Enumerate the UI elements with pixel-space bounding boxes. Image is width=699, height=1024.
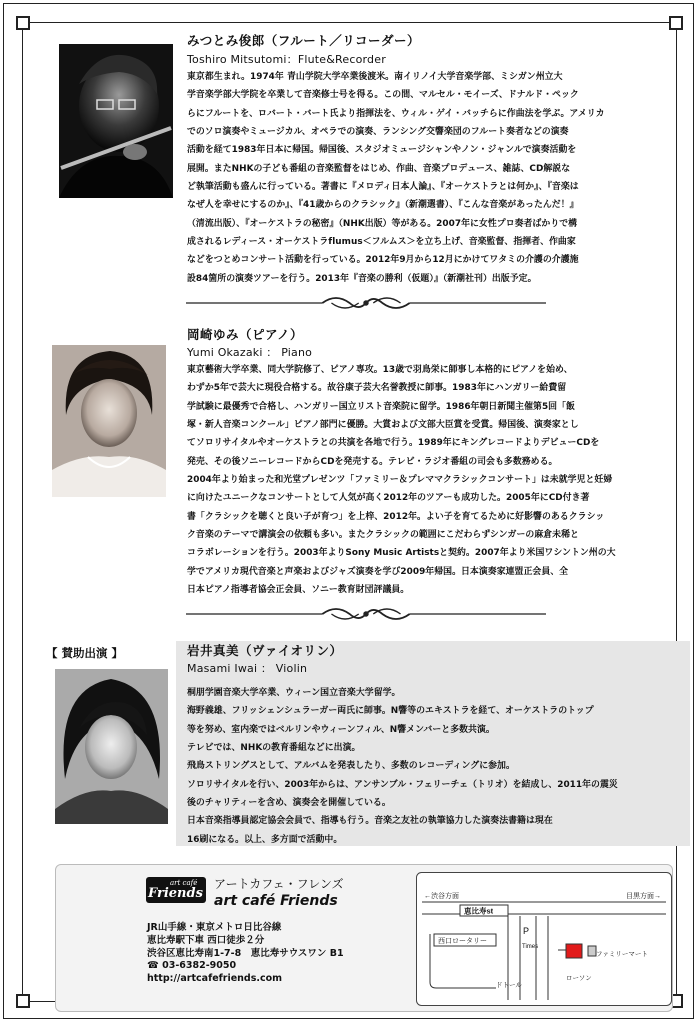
- map-label-times: Times: [522, 944, 539, 950]
- okazaki-bio: 東京藝術大学卒業、同大学院修了、ピアノ専攻。13歳で羽鳥栄に師事し本格的にピアノを始め、 わずか5年で芸大に現役合格する。故谷康子芸大名誉教授に師事。1983年にハンガリー給費留 学試験に最優秀で合格し、ハンガリー国立リスト音楽院に留学。1986年朝日新聞主催第5回「飯 塚・新人音楽コンクール」ピアノ部門に優勝。大賞および文部大臣賞を受賞。帰国後、演奏家とし てソロリサイタルやオーケストラとの共演を各地で行う。1989年にキングレコードよりデビューCDを 発売、その後ソニーレコードからCDを発売する。テレビ・ラジオ番組の司会も多数務める。 2004年より始まった和光堂プレゼンツ「ファミリー＆プレママクラシックコンサート」は未就学児と妊婦 に向けたユニークなコンサートとして人気が高く2012年のツアーも成功した。2005年にCD付き著 書「クラシックを聴くと良い子が育つ」を上梓、2012年。よい子を育てるために好影響のあるクラシッ ク音楽のテーマで講演会の依頼も多い。またクラシックの範囲にこだわらずシンガーの麻倉未稀と コラボレーションを行う。2003年よりSony Music Artistsと契約。2007年より米国ワシントン州の大 学でアメリカ現代音楽と声楽およびジャズ演奏を学び2009年帰国。日本演奏家連盟正会員、全 日本ピアノ指導者協会正会員、ソニー教育財団評議員。: [187, 365, 616, 596]
- map-label-street: 恵比寿st: [464, 906, 494, 916]
- ornament-divider: [168, 293, 564, 313]
- phone-number: ☎ 03-6382-9050: [147, 960, 237, 972]
- mitsutomi-bio: 東京都生まれ。1974年 青山学院大学卒業後渡米。南イリノイ大学音楽学部、ミシガン州立大 学音楽学部大学院を卒業して音楽修士号を得る。この間、マルセル・モイーズ、ドナルド・ペック らにフルートを、ロバート・バート氏より指揮法を、ウィル・ゲイ・バッチらに作曲法を学ぶ。アメリカ でのソロ演奏やミュージカル、オペラでの演奏、ランシング交響楽団のフルート奏者などの演奏 活動を経て1983年日本に帰国。帰国後、スタジオミュージシャンやノン・ジャンルで演奏活動を 展開。またNHKの子ども番組の音楽監督をはじめ、作曲、音楽プロデュース、雑誌、CD解説な ど執筆活動も盛んに行っている。著書に『メロディ日本人論』、『オーケストラとは何か』、『音楽は なぜ人を幸せにするのか』、『41歳からのクラシック』（新潮選書）、『こんな音楽があったんだ！』 （清流出版）、『オーケストラの秘密』（NHK出版）等がある。2007年に女性プロ奏者ばかりで構 成されるレディース・オーケストラflumus＜フルムス＞を立ち上げ、音楽監督、指揮者、作曲家 などをつとめコンサート活動を行っている。2012年9月から12月にかけてワタミの介護の介護施 設84箇所の演奏ツアーを行う。2013年『音楽の勝利（仮題）』（新潮社刊）出版予定。: [187, 72, 605, 284]
- website-url: http://artcafefriends.com: [147, 973, 283, 985]
- map-label-familymart: ファミリーマート: [596, 951, 648, 958]
- okazaki-name: 岡崎ゆみ（ピアノ）: [187, 327, 304, 342]
- iwai-name-roman: Masami Iwai ： Violin: [187, 662, 308, 675]
- venue-map: [416, 872, 672, 1006]
- iwai-bio: 桐朋学園音楽大学卒業、ウィーン国立音楽大学留学。 海野義雄、フリッシェンシュラーガー両氏に師事。N響等のエキストラを経て、オーケストラのトップ 等を努め、室内楽ではベルリンやウィーンフィル、N響メンバーと多数共演。 テレビでは、NHKの教育番組などに出演。 飛鳥ストリングスとして、アルバムを発表したり、多数のレコーディングに参加。 ソロリサイタルを行い、2003年からは、アンサンブル・フェリーチェ（トリオ）を結成し、2011年の震災 後のチャリティーを含め、演奏会を開催している。 日本音楽指導員認定協会会員で、指導も行う。音楽之友社の執筆協力した演奏法書籍は現在 16刷になる。以上、多方面で活動中。: [187, 688, 618, 845]
- mitsutomi-name: みつとみ俊郎（フルート／リコーダー）: [187, 33, 421, 48]
- map-label-lawson: ローソン: [566, 975, 592, 982]
- okazaki-photo: [52, 345, 166, 497]
- frame-corner: [16, 994, 30, 1008]
- venue-logo-main-text: Friends: [148, 886, 203, 901]
- okazaki-name-roman: Yumi Okazaki ： Piano: [187, 346, 313, 359]
- map-label-meguro: 目黒方面→: [626, 893, 661, 900]
- venue-address: JR山手線・東京メトロ日比谷線 恵比寿駅下車 西口徒歩２分 渋谷区恵比寿南1-7-8 恵比寿サウスワン B1 ☎ 03-6382-9050 http://artcafefriends.com: [147, 922, 344, 985]
- frame-corner: [16, 16, 30, 30]
- ornament-divider: [168, 604, 564, 624]
- map-label-shibuya: ←渋谷方面: [424, 893, 459, 900]
- iwai-name: 岩井真美（ヴァイオリン）: [187, 643, 343, 658]
- map-label-doutor: ドトール: [496, 982, 522, 989]
- mitsutomi-photo: [59, 44, 173, 198]
- frame-corner: [669, 16, 683, 30]
- venue-name-jp: アートカフェ・フレンズ: [214, 877, 344, 891]
- mitsutomi-name-roman: Toshiro Mitsutomi：Flute&Recorder: [187, 53, 386, 66]
- iwai-photo: [55, 669, 168, 824]
- venue-name-en: art café Friends: [214, 893, 338, 909]
- map-label-rotary: 西口ロータリー: [438, 938, 487, 945]
- venue-logo-small-text: art café: [170, 879, 198, 887]
- guest-tag: 【 賛助出演 】: [46, 646, 124, 660]
- map-label-parking: P: [523, 926, 530, 936]
